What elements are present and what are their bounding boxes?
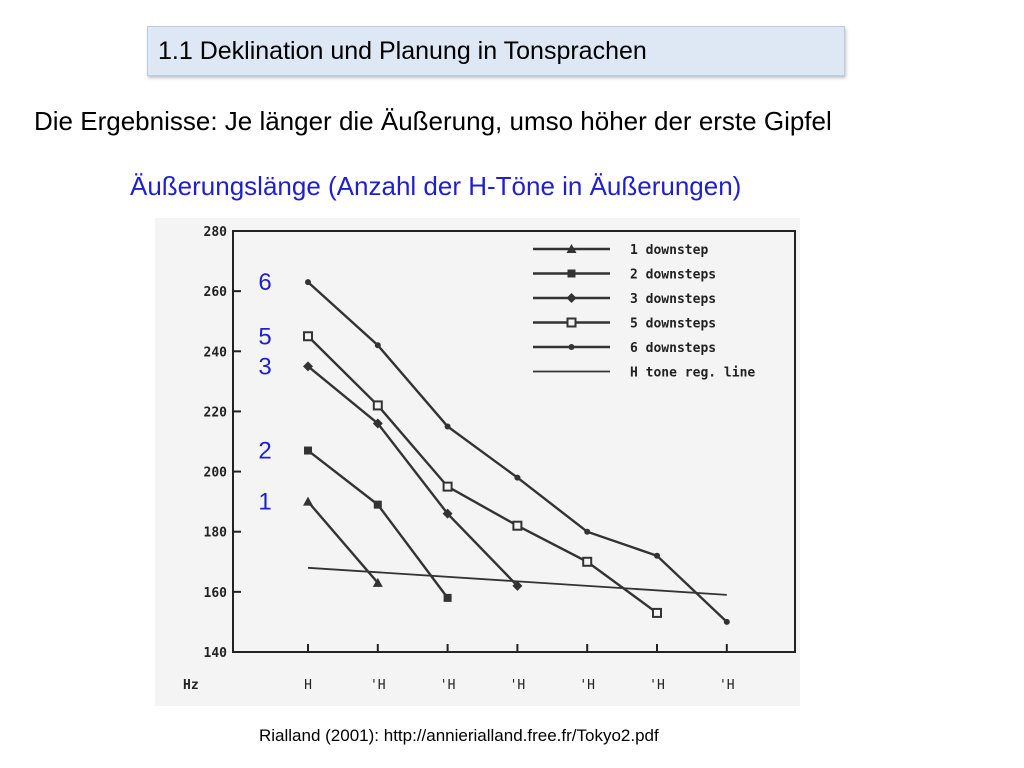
legend-label: 6 downsteps	[630, 341, 717, 356]
series-annotation: 1	[258, 488, 272, 516]
data-point	[653, 609, 661, 617]
data-point	[583, 558, 591, 566]
legend-label: 2 downsteps	[630, 267, 717, 283]
data-point	[374, 401, 382, 409]
series-annotation: 2	[258, 437, 272, 465]
y-tick-label: 240	[203, 345, 227, 361]
y-tick-label: 200	[203, 465, 227, 481]
x-tick-label: 'H	[718, 678, 735, 693]
series-annotation: 5	[258, 323, 272, 351]
legend-marker	[568, 270, 576, 278]
data-point	[304, 447, 312, 455]
data-point	[374, 501, 382, 509]
data-point	[514, 475, 520, 481]
citation: Rialland (2001): http://annierialland.free.fr/Tokyo2.pdf	[259, 726, 659, 745]
y-tick-label: 140	[203, 646, 227, 661]
data-point	[513, 522, 521, 530]
legend-label: H tone reg. line	[630, 365, 756, 381]
legend-label: 3 downsteps	[630, 292, 717, 307]
line-chart	[155, 218, 800, 706]
y-tick-label: 280	[203, 225, 227, 240]
y-tick-label: 260	[203, 285, 227, 301]
data-point	[654, 553, 660, 559]
data-point	[444, 483, 452, 491]
data-point	[305, 279, 311, 285]
data-point	[445, 423, 451, 429]
y-axis-label: Hz	[183, 678, 199, 693]
y-tick-label: 220	[203, 405, 227, 421]
chart-subheading: Äußerungslänge (Anzahl der H-Töne in Äußerungen)	[130, 171, 742, 201]
slide-title: 1.1 Deklination und Planung in Tonsprachen	[158, 37, 647, 65]
y-tick-label: 180	[203, 525, 227, 541]
slide-title-box	[147, 26, 845, 76]
x-tick-label: 'H	[509, 678, 526, 693]
legend-marker	[568, 319, 576, 327]
data-point	[584, 529, 590, 535]
y-tick-label: 160	[203, 585, 227, 601]
data-point	[444, 594, 452, 602]
legend-label: 1 downstep	[630, 243, 709, 258]
data-point	[304, 332, 312, 340]
data-point	[375, 342, 381, 348]
data-point	[724, 619, 730, 625]
legend-marker	[569, 344, 575, 350]
x-tick-label: 'H	[439, 678, 456, 693]
series-annotation: 3	[258, 353, 272, 381]
results-headline: Die Ergebnisse: Je länger die Äußerung, umso höher der erste Gipfel	[34, 106, 832, 136]
x-tick-label: 'H	[649, 678, 665, 693]
chart-figure	[155, 218, 800, 706]
legend-label: 5 downsteps	[630, 316, 717, 332]
x-tick-label: 'H	[369, 678, 386, 693]
x-tick-label: H	[304, 678, 312, 693]
x-tick-label: 'H	[579, 678, 596, 693]
series-annotation: 6	[258, 269, 272, 297]
